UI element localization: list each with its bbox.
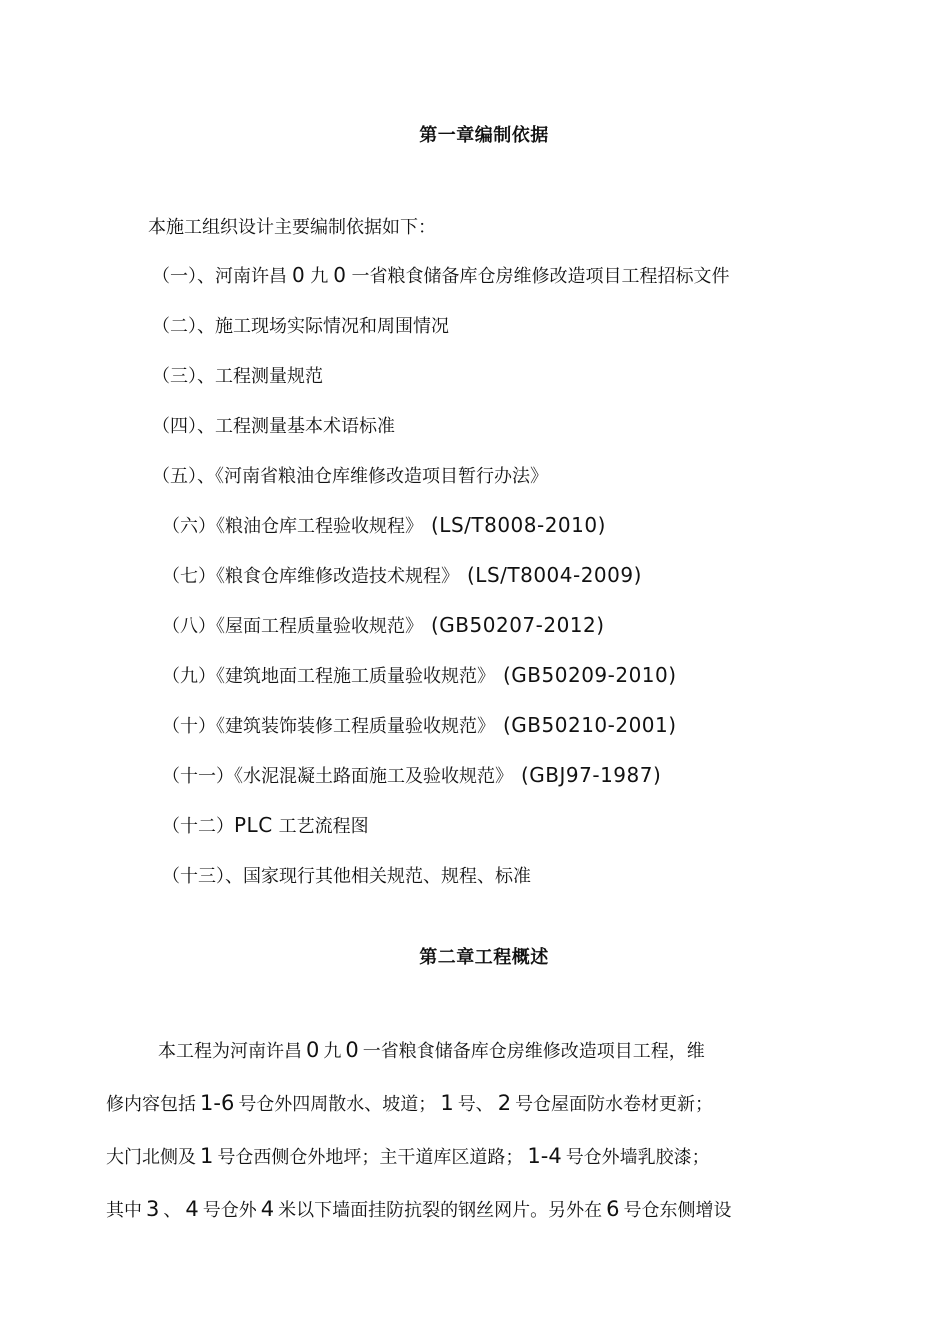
standard-code: (GBJ97-1987) xyxy=(521,763,662,787)
paragraph-text: 号仓西侧仓外地坪；主干道库区道路； xyxy=(217,1147,524,1168)
list-item-digit: 0 xyxy=(292,263,306,287)
paragraph-text: 米以下墙面挂防抗裂的钢丝网片。另外在 xyxy=(278,1200,603,1221)
paragraph-number: 3 xyxy=(146,1197,160,1221)
paragraph-text: 本工程为河南许昌 xyxy=(158,1041,302,1062)
list-item-number: （十一） xyxy=(162,766,234,787)
paragraph-text: 号、 xyxy=(457,1094,494,1115)
list-item-text: 工程测量基本术语标准 xyxy=(215,416,395,437)
list-item-text: 一省粮食储备库仓房维修改造项目工程招标文件 xyxy=(351,266,730,287)
paragraph-text: 其中 xyxy=(106,1200,142,1221)
list-item xyxy=(162,512,606,538)
list-item-text: 《水泥混凝土路面施工及验收规范》 xyxy=(234,766,513,787)
list-item-text: 河南许昌 xyxy=(215,266,287,287)
list-item-number: （九） xyxy=(162,666,216,687)
list-item-number: （七） xyxy=(162,566,216,587)
paragraph-text: 号仓东侧增设 xyxy=(623,1200,732,1221)
paragraph-number: 4 xyxy=(260,1197,275,1221)
list-item xyxy=(162,562,642,588)
paragraph-line xyxy=(106,1089,806,1142)
list-item-number: （一）、 xyxy=(152,266,215,287)
standard-code: (GB50209-2010) xyxy=(503,663,677,687)
list-item xyxy=(162,612,605,638)
list-item-number: （二）、 xyxy=(152,316,215,337)
list-item xyxy=(162,812,369,838)
paragraph-number: 2 xyxy=(497,1091,512,1115)
paragraph-number: 0 xyxy=(345,1038,359,1062)
list-item xyxy=(152,462,548,488)
paragraph-text: 号仓外墙乳胶漆； xyxy=(565,1147,710,1168)
list-item-text: 《屋面工程质量验收规范》 xyxy=(216,616,423,637)
paragraph-text: 、 xyxy=(163,1200,182,1221)
list-item-number: （四）、 xyxy=(152,416,215,437)
standard-code: (GB50207-2012) xyxy=(431,613,605,637)
list-item-text: 《粮油仓库工程验收规程》 xyxy=(216,516,423,537)
paragraph-number: 4 xyxy=(185,1197,199,1221)
standard-code: (GB50210-2001) xyxy=(503,713,677,737)
list-item xyxy=(152,412,395,438)
paragraph-number: 1 xyxy=(440,1091,454,1115)
paragraph-number: 1 xyxy=(200,1144,214,1168)
paragraph-text: 号仓外 xyxy=(202,1200,257,1221)
chapter-1-intro: 本施工组织设计主要编制依据如下： xyxy=(148,217,436,238)
paragraph-number: 6 xyxy=(606,1197,620,1221)
list-item-number: （三）、 xyxy=(152,366,215,387)
paragraph-text: 号仓外四周散水、坡道； xyxy=(238,1094,437,1115)
list-item-text: 《粮食仓库维修改造技术规程》 xyxy=(216,566,459,587)
list-item-latin: PLC xyxy=(234,813,273,837)
list-item-text: 施工现场实际情况和周围情况 xyxy=(215,316,449,337)
list-item xyxy=(162,662,677,688)
paragraph-text: 号仓屋面防水卷材更新； xyxy=(515,1094,714,1115)
list-item xyxy=(162,712,677,738)
chapter-2-title: 第二章工程概述 xyxy=(419,947,549,968)
paragraph-number: 1-6 xyxy=(200,1091,235,1115)
list-item-text: 《河南省粮油仓库维修改造项目暂行办法》 xyxy=(215,466,548,487)
list-item-text: 《建筑地面工程施工质量验收规范》 xyxy=(216,666,495,687)
paragraph-number: 0 xyxy=(306,1038,320,1062)
list-item xyxy=(152,262,729,288)
list-item-number: （六） xyxy=(162,516,216,537)
paragraph-text: 九 xyxy=(323,1041,342,1062)
paragraph-line xyxy=(106,1036,806,1089)
list-item-digit: 0 xyxy=(333,263,347,287)
chapter-1-title: 第一章编制依据 xyxy=(419,125,549,146)
paragraph-line xyxy=(106,1142,806,1195)
paragraph-text: 一省粮食储备库仓房维修改造项目工程，维 xyxy=(362,1041,705,1062)
paragraph-text: 大门北侧及 xyxy=(106,1147,196,1168)
list-item-number: （五）、 xyxy=(152,466,215,487)
list-item-number: （八） xyxy=(162,616,216,637)
standard-code: (LS/T8008-2010) xyxy=(431,513,606,537)
list-item-number: （十三）、 xyxy=(162,866,243,887)
list-item-text: 九 xyxy=(310,266,329,287)
paragraph-line xyxy=(106,1195,806,1248)
list-item-text: 国家现行其他相关规范、规程、标准 xyxy=(243,866,531,887)
list-item xyxy=(152,362,323,388)
paragraph-number: 1-4 xyxy=(527,1144,562,1168)
list-item xyxy=(162,862,531,888)
project-overview-paragraph xyxy=(106,1036,806,1248)
paragraph-text: 修内容包括 xyxy=(106,1094,196,1115)
list-item-number: （十） xyxy=(162,716,216,737)
list-item xyxy=(152,312,449,338)
standard-code: (LS/T8004-2009) xyxy=(467,563,642,587)
list-item-number: （十二） xyxy=(162,816,234,837)
list-item xyxy=(162,762,661,788)
list-item-text: 工艺流程图 xyxy=(278,816,369,837)
list-item-text: 工程测量规范 xyxy=(215,366,323,387)
list-item-text: 《建筑装饰装修工程质量验收规范》 xyxy=(216,716,495,737)
